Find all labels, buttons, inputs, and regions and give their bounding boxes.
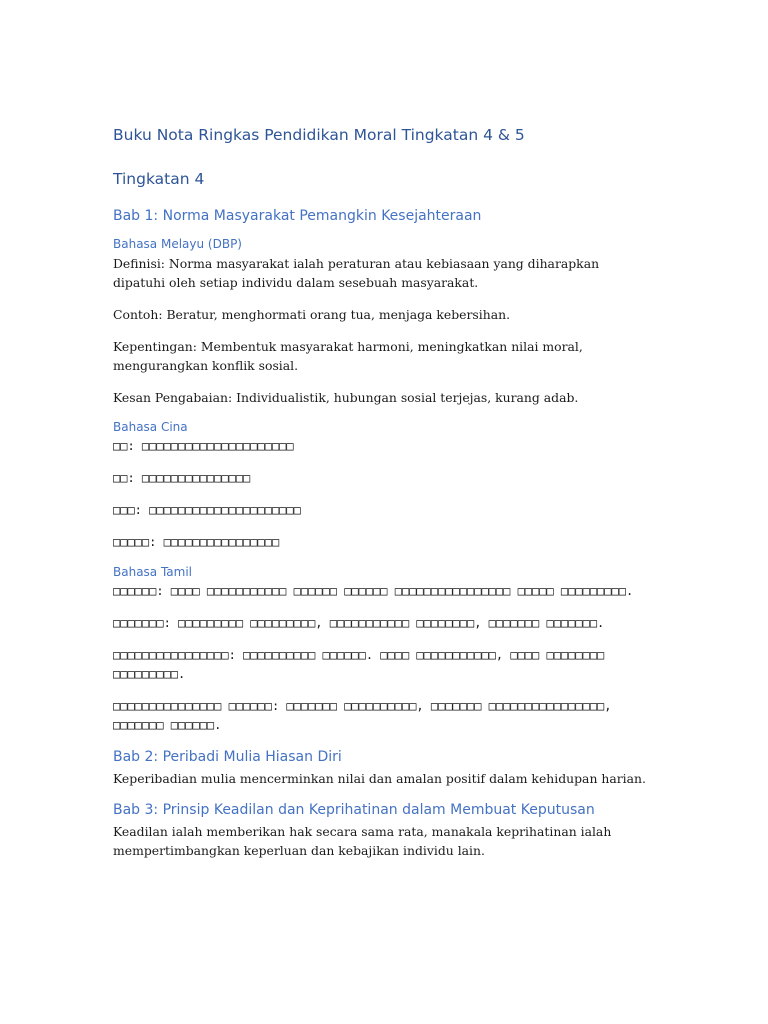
malay-section [113,236,653,407]
chinese-line-4: □□□□□: □□□□□□□□□□□□□□□□ [113,535,280,549]
chapter-2-heading: Bab 2: Peribadi Mulia Hiasan Diri [113,749,342,765]
malay-definition: Definisi: Norma masyarakat ialah peraturan atau kebiasaan yang diharapkan dipatuhi oleh setiap individu dalam sesebuah masyarakat. [113,256,600,290]
tamil-line-3: □□□□□□□□□□□□□□□□: □□□□□□□□□□ □□□□□□. □□□□ □□□□□□□□□□□, □□□□ □□□□□□□□ □□□□□□□□□. [113,648,605,681]
chinese-line-2: □□: □□□□□□□□□□□□□□□ [113,471,251,485]
malay-importance: Kepentingan: Membentuk masyarakat harmoni, meningkatkan nilai moral, mengurangkan konflik sosial. [113,339,583,373]
tamil-line-2: □□□□□□□: □□□□□□□□□ □□□□□□□□□, □□□□□□□□□□□ □□□□□□□□, □□□□□□□ □□□□□□□. [113,616,605,630]
chapter-2-text: Keperibadian mulia mencerminkan nilai dan amalan positif dalam kehidupan harian. [113,771,646,786]
chapter-3-heading: Bab 3: Prinsip Keadilan dan Keprihatinan dalam Membuat Keputusan [113,802,595,818]
chinese-line-1: □□: □□□□□□□□□□□□□□□□□□□□□ [113,439,294,453]
chinese-heading: Bahasa Cina [113,420,188,434]
document-body [113,124,653,873]
tamil-line-4: □□□□□□□□□□□□□□□ □□□□□□: □□□□□□□ □□□□□□□□□□, □□□□□□□ □□□□□□□□□□□□□□□□, □□□□□□□ □□□□□□. [113,699,612,732]
chinese-section [113,419,653,552]
chapter-3-text: Keadilan ialah memberikan hak secara sama rata, manakala keprihatinan ialah mempertimbangkan keperluan dan kebajikan individu lain. [113,824,612,858]
document-title: Buku Nota Ringkas Pendidikan Moral Tingkatan 4 & 5 [113,126,525,144]
tamil-section [113,564,653,735]
malay-heading: Bahasa Melayu (DBP) [113,237,242,251]
level-heading: Tingkatan 4 [113,170,205,188]
chinese-line-3: □□□: □□□□□□□□□□□□□□□□□□□□□ [113,503,301,517]
malay-effect: Kesan Pengabaian: Individualistik, hubungan sosial terjejas, kurang adab. [113,390,579,405]
tamil-heading: Bahasa Tamil [113,565,193,579]
tamil-line-1: □□□□□□: □□□□ □□□□□□□□□□□ □□□□□□ □□□□□□ □□□□□□□□□□□□□□□□ □□□□□ □□□□□□□□□. [113,584,634,598]
malay-example: Contoh: Beratur, menghormati orang tua, menjaga kebersihan. [113,307,511,322]
chapter-1-heading: Bab 1: Norma Masyarakat Pemangkin Kesejahteraan [113,208,482,224]
